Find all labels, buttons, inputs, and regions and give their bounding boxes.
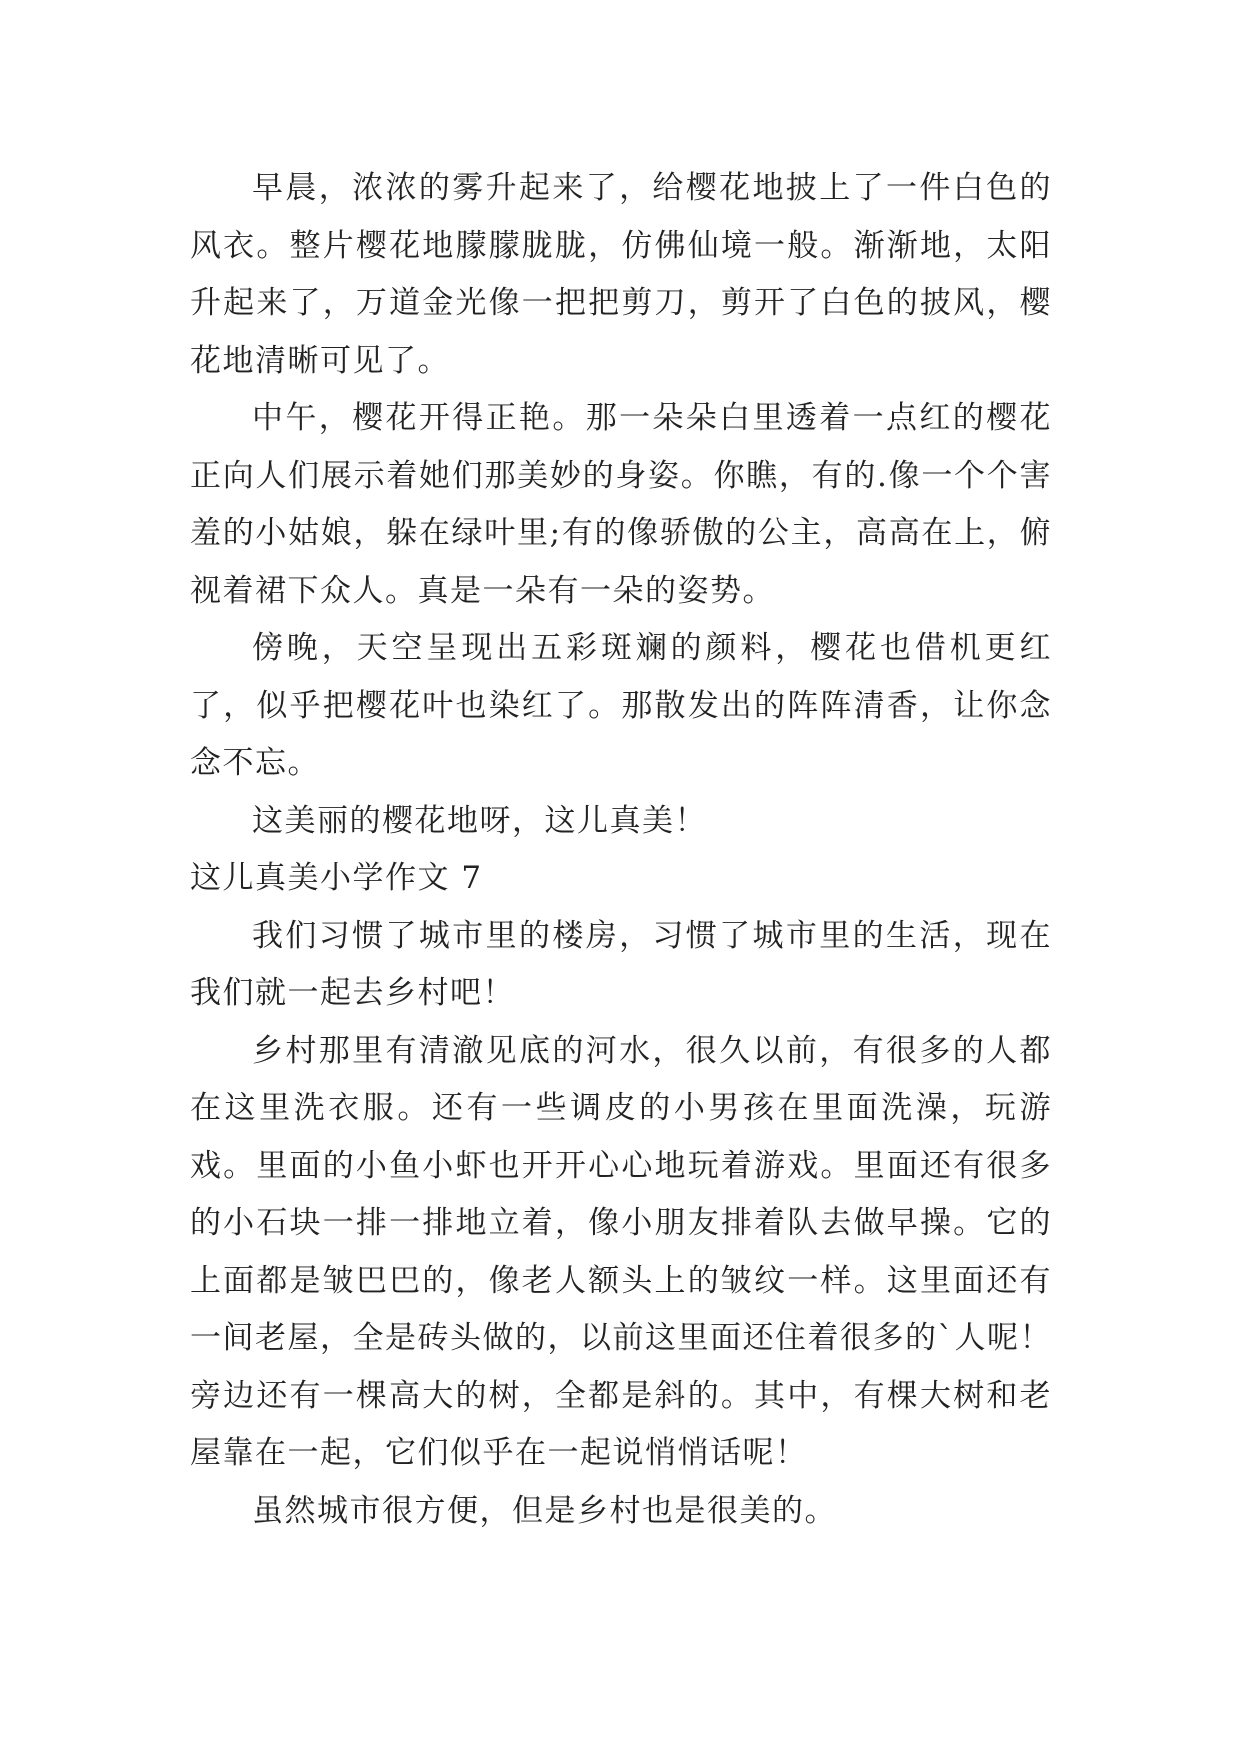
section-title: 这儿真美小学作文 7 — [190, 860, 483, 896]
paragraph-ending: 虽然城市很方便，但是乡村也是很美的。 — [252, 1492, 837, 1529]
paragraph-village: 乡村那里有清澈见底的河水，很久以前，有很多的人都在这里洗衣服。还有一些调皮的小男孩在里面洗澡，玩游戏。里面的小鱼小虾也开开心心地玩着游戏。里面还有很多的小石块一排一排地立着，像小朋友排着队去做早操。它的上面都是皱巴巴的，像老人额头上的皱纹一样。这里面还有一间老屋，全是砖头做的，以前这里面还住着很多的`人呢！旁边还有一棵高大的树，全都是斜的。其中，有棵大树和老屋靠在一起，它们似乎在一起说悄悄话呢！ — [190, 1032, 1052, 1471]
paragraph-evening: 傍晚，天空呈现出五彩斑斓的颜料，樱花也借机更红了，似乎把樱花叶也染红了。那散发出的阵阵清香，让你念念不忘。 — [190, 630, 1052, 781]
paragraph-conclusion: 这美丽的樱花地呀，这儿真美！ — [252, 802, 707, 839]
document-page — [190, 160, 1052, 1540]
paragraph-intro: 我们习惯了城市里的楼房，习惯了城市里的生活，现在我们就一起去乡村吧！ — [190, 917, 1052, 1011]
paragraph-noon: 中午，樱花开得正艳。那一朵朵白里透着一点红的樱花正向人们展示着她们那美妙的身姿。你瞧，有的.像一个个害羞的小姑娘，躲在绿叶里;有的像骄傲的公主，高高在上，俯视着裙下众人。真是一朵有一朵的姿势。 — [190, 400, 1052, 609]
paragraph-morning: 早晨，浓浓的雾升起来了，给樱花地披上了一件白色的风衣。整片樱花地朦朦胧胧，仿佛仙境一般。渐渐地，太阳升起来了，万道金光像一把把剪刀，剪开了白色的披风，樱花地清晰可见了。 — [190, 170, 1052, 379]
